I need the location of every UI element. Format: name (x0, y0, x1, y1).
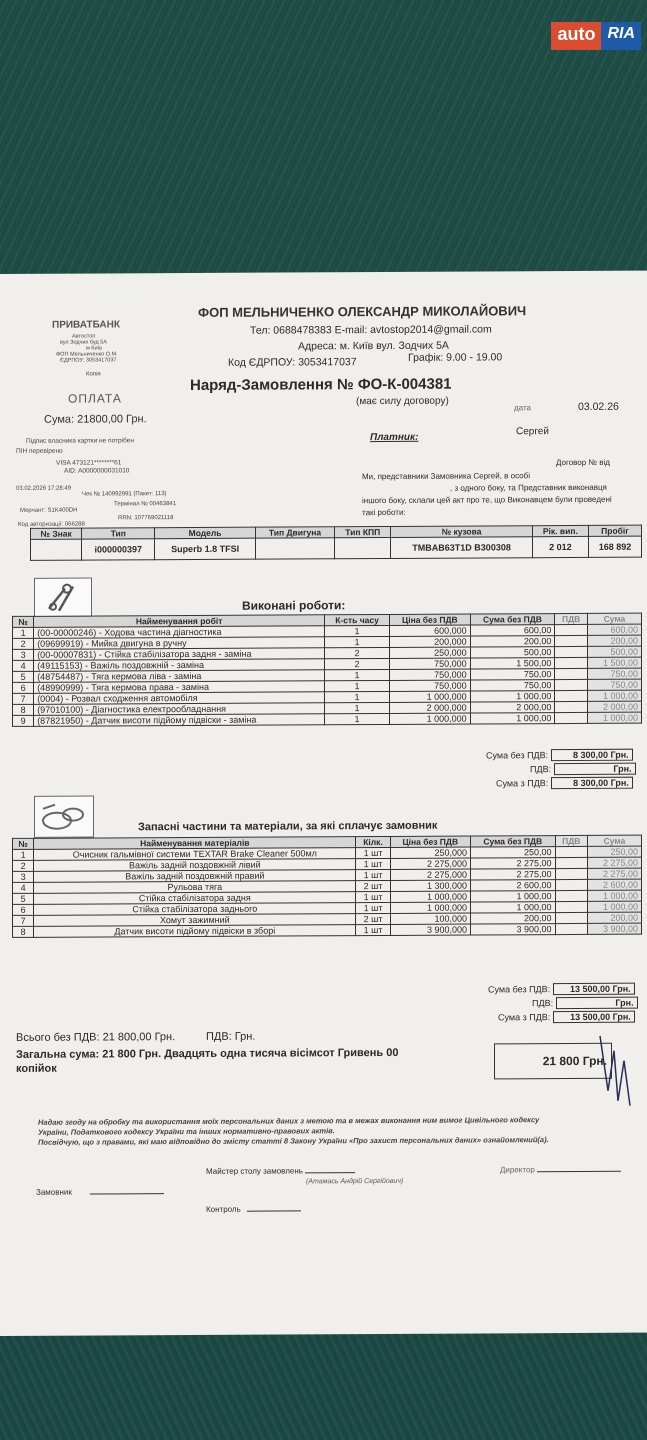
consent-text: Надаю згоду на обробку та використання моїх персональних даних з метою та в межах виконання ним вимог Цивільного кодексу (38, 1115, 540, 1127)
works-cell: 750,000 (390, 658, 471, 669)
parts-total-row (498, 1011, 635, 1024)
consent-text: Посвідчую, що з правами, які маю відповідно до змісту статті 8 Закону України «Про захист персональних даних» ознайомлений(а). (38, 1135, 549, 1147)
parts-vat-row (532, 997, 638, 1010)
master-name: (Атамась Андрій Сергійович) (306, 1177, 404, 1186)
works-cell: 1 500,00 (587, 657, 641, 668)
works-cell: 500,00 (470, 647, 555, 658)
vehicle-header-cell: Тип Двигуна (255, 527, 334, 538)
works-cell (555, 679, 588, 690)
company-address: Адреса: м. Київ вул. Зодчих 5А (298, 339, 449, 353)
works-cell: 600,00 (587, 624, 641, 635)
order-subtitle: (має силу договору) (356, 395, 449, 408)
works-header-cell: Ціна без ПДВ (390, 614, 471, 625)
parts-cell: Стійка стабілізатора заднього (34, 903, 356, 916)
parts-cell: 2 275,00 (588, 857, 642, 868)
works-cell: 200,00 (470, 636, 555, 647)
works-cell: 1 000,000 (390, 691, 471, 702)
works-cell: 2 (13, 638, 34, 649)
parts-cell: 1 000,00 (588, 901, 642, 912)
logo-ria-text: RIA (601, 22, 641, 50)
parts-cell: 2 600,00 (588, 879, 642, 890)
order-title: Наряд-Замовлення № ФО-К-004381 (190, 375, 452, 395)
parts-icon (34, 796, 94, 838)
parts-cell: 1 (13, 849, 34, 860)
master-label: Майстер столу замовлень (206, 1166, 303, 1176)
parts-cell: 2 (13, 860, 34, 871)
works-cell: 2 (325, 647, 390, 658)
parts-cell: 1 шт (356, 847, 390, 858)
vehicle-cell: 168 892 (588, 536, 641, 557)
works-cell (555, 668, 588, 679)
receipt-bank: ПРИВАТБАНК (52, 319, 120, 331)
vehicle-cell: Superb 1.8 TFSI (155, 538, 255, 560)
parts-cell: 2 600,00 (470, 880, 555, 891)
parts-cell: 3 900,00 (470, 924, 555, 935)
works-sum-value: 8 300,00 Грн. (551, 749, 633, 761)
works-cell: 1 000,00 (587, 690, 641, 701)
fabric-background-bottom (0, 1320, 647, 1440)
parts-header-cell: Сума без ПДВ (470, 836, 555, 847)
parts-cell (555, 901, 587, 912)
parts-cell (555, 923, 587, 934)
works-cell: 750,00 (470, 680, 555, 691)
works-cell: 7 (13, 693, 34, 704)
works-cell: 1 (325, 691, 390, 702)
works-cell: 1 (325, 669, 390, 680)
order-document (0, 271, 647, 1336)
works-header-cell: Сума без ПДВ (470, 614, 555, 625)
grand-total-box: 21 800 Грн. (494, 1043, 612, 1080)
works-cell: (09699919) - Мийка двигуна в ручну (34, 637, 325, 650)
vehicle-table (30, 525, 642, 561)
receipt-note: Підпис власника картки не потрібен (26, 437, 134, 445)
date-label: дата (514, 403, 531, 413)
receipt-line: Автостоп (72, 333, 96, 340)
parts-cell (555, 879, 587, 890)
parts-cell: Хомут зажимний (34, 914, 356, 927)
receipt-card: VISA 473121********61 (56, 459, 122, 467)
parts-cell: 2 275,000 (390, 858, 470, 869)
parts-cell: 1 шт (356, 858, 390, 869)
works-cell (555, 635, 588, 646)
vehicle-cell (255, 538, 334, 559)
works-cell: 1 000,00 (587, 712, 641, 723)
works-cell: 3 (13, 649, 34, 660)
works-cell: 1 (325, 702, 390, 713)
works-cell: 750,00 (587, 668, 641, 679)
receipt-amount: Сума: 21800,00 Грн. (44, 413, 147, 426)
parts-sum-value: 13 500,00 Грн. (553, 983, 635, 995)
works-cell: 750,00 (470, 669, 555, 680)
vehicle-header-cell: Тип КПП (335, 526, 391, 537)
parts-cell: 1 шт (356, 902, 390, 913)
fabric-background (0, 0, 647, 290)
parts-title: Запасні частини та матеріали, за які сплачує замовник (138, 819, 438, 834)
works-cell: (00-00007831) - Стійка стабілізатора задня - заміна (34, 648, 325, 661)
vehicle-header-cell: Рік. вип. (532, 525, 588, 536)
parts-cell: 100,000 (390, 913, 470, 924)
works-header-cell: № (13, 616, 34, 627)
parts-cell: 250,000 (390, 847, 470, 858)
parts-cell: 5 (13, 893, 34, 904)
payer-name: Сергей (516, 426, 549, 438)
parts-header-cell: Найменування матеріалів (34, 837, 356, 850)
parts-vat-label: ПДВ: (532, 998, 554, 1009)
works-cell: 1 000,00 (470, 691, 555, 702)
parts-cell: 250,00 (588, 846, 642, 857)
works-cell (555, 624, 588, 635)
receipt-copy: Копія (86, 371, 101, 378)
works-cell: 1 000,000 (390, 713, 471, 724)
order-date: 03.02.26 (578, 400, 619, 413)
works-cell: 1 (325, 625, 390, 636)
parts-cell: 3 (13, 871, 34, 882)
vehicle-cell (335, 537, 391, 558)
parts-cell: 200,00 (588, 912, 642, 923)
control-label: Контроль (206, 1204, 241, 1214)
parts-cell: 1 000,00 (470, 891, 555, 902)
works-cell: 250,000 (390, 647, 471, 658)
parts-cell: 250,00 (470, 847, 555, 858)
works-cell: (00-00000246) - Ходова частина діагностика (34, 626, 325, 639)
parts-cell (555, 912, 587, 923)
works-cell: 750,00 (587, 679, 641, 690)
works-cell: 1 500,00 (470, 658, 555, 669)
vehicle-cell: 2 012 (532, 536, 588, 557)
receipt-line: вул Зодчих буд 5А (60, 339, 107, 346)
works-cell: 2 000,00 (470, 702, 555, 713)
works-cell: 8 (13, 704, 34, 715)
vehicle-cell: i000000397 (82, 539, 155, 560)
works-total-row (496, 777, 633, 790)
works-vat-label: ПДВ: (530, 764, 552, 775)
works-total-value: 8 300,00 Грн. (551, 777, 633, 789)
works-cell: 200,000 (390, 636, 471, 647)
pos-receipt (6, 281, 192, 532)
company-edrpou: Код ЄДРПОУ: 3053417037 (228, 356, 357, 369)
parts-row (13, 923, 642, 937)
vehicle-cell (31, 539, 82, 560)
works-cell: (87821950) - Датчик висоти підйому підвіски - заміна (34, 714, 325, 727)
works-sum-label: Сума без ПДВ: (486, 750, 549, 761)
works-header-cell: Сума (587, 613, 641, 624)
vehicle-header-cell: Тип (82, 528, 155, 539)
total-vat: ПДВ: Грн. (206, 1030, 256, 1043)
receipt-auth: Код авторизації: 066288 (18, 521, 85, 528)
parts-cell: 2 275,000 (390, 869, 470, 880)
works-cell: 500,00 (587, 646, 641, 657)
parts-cell (555, 868, 587, 879)
director-signature-line (537, 1171, 621, 1172)
order-paragraph: Ми, представники Замовника Сергей, в особі (362, 471, 530, 482)
works-cell (555, 701, 588, 712)
wrench-icon (34, 578, 92, 618)
parts-cell: 1 шт (356, 924, 390, 935)
works-cell: 2 (325, 658, 390, 669)
customer-label: Замовник (36, 1187, 72, 1197)
parts-cell: 1 шт (356, 891, 390, 902)
works-cell: (48990999) - Тяга кермова права - заміна (34, 681, 325, 694)
works-cell: 5 (13, 671, 34, 682)
company-contacts: Тел: 0688478383 E-mail: avtostop2014@gmail.com (250, 323, 492, 337)
receipt-rrn: RRN: 107769021118 (118, 515, 174, 522)
grand-total-line: Загальна сума: 21 800 Грн. Двадцять одна тисяча вісімсот Гривень 00 (16, 1046, 399, 1061)
director-label: Директор (500, 1165, 535, 1175)
receipt-datetime: 03.02.2026 17:28:49 (16, 485, 72, 492)
parts-sum-label: Сума без ПДВ: (488, 984, 551, 995)
works-vat-value: Грн. (554, 763, 636, 775)
director-signature (500, 1165, 621, 1175)
works-cell: (49115153) - Важіль поздовжній - заміна (34, 659, 325, 672)
parts-header-cell: Ціна без ПДВ (390, 836, 470, 847)
receipt-line: м Київ (86, 345, 103, 352)
vehicle-cell: TMBAB63T1D B300308 (391, 537, 532, 559)
works-cell: 600,000 (390, 625, 471, 636)
receipt-title: ОПЛАТА (68, 391, 122, 406)
parts-cell (555, 857, 587, 868)
parts-vat-value: Грн. (556, 997, 638, 1009)
parts-cell: 8 (13, 926, 34, 937)
works-cell: (97010100) - Діагностика електрообладнання (34, 703, 325, 716)
consent-text: України, Податкового кодексу України та інших нормативно-правових актів. (38, 1126, 335, 1137)
works-cell: 750,000 (390, 669, 471, 680)
logo-auto-text: auto (551, 22, 601, 50)
works-vat-row (530, 763, 636, 776)
parts-total-label: Сума з ПДВ: (498, 1012, 551, 1023)
works-cell (555, 690, 588, 701)
receipt-check: Чек № 140992991 (Пакет: 113) (82, 491, 167, 498)
works-header-cell: Найменування робіт (34, 615, 325, 628)
works-total-label: Сума з ПДВ: (496, 778, 549, 789)
company-schedule: Графік: 9.00 - 19.00 (408, 351, 503, 364)
receipt-line: ЄДРПОУ: 3053417037 (60, 357, 117, 364)
works-cell (555, 657, 588, 668)
works-cell: 1 (325, 636, 390, 647)
vehicle-header-cell: № Знак (31, 528, 82, 539)
parts-cell: 1 000,000 (390, 891, 470, 902)
control-signature (206, 1204, 301, 1213)
receipt-aid: AID: A0000000031010 (64, 467, 130, 475)
order-paragraph-end: такі роботи: (362, 507, 406, 518)
order-paragraph: іншого боку, склали цей акт про те, що Виконавцем були проведені (362, 494, 612, 506)
parts-cell: Важіль задній поздовжній лівий (34, 859, 356, 872)
master-signature (206, 1166, 355, 1176)
parts-subtotal-row (488, 983, 635, 996)
parts-cell: Рульова тяга (34, 881, 356, 894)
parts-cell (555, 890, 587, 901)
works-cell: 9 (13, 715, 34, 726)
works-cell: 4 (13, 660, 34, 671)
parts-cell: 2 275,00 (470, 869, 555, 880)
parts-cell: 1 000,00 (588, 890, 642, 901)
parts-cell: Датчик висоти підйому підвіски в зборі (34, 925, 356, 938)
order-paragraph: , з одного боку, та Представник виконавця (450, 482, 607, 493)
parts-cell: 2 шт (356, 913, 390, 924)
customer-signature (36, 1187, 164, 1197)
receipt-line: ФОП Мельниченко О.М. (56, 351, 118, 358)
vehicle-header-cell: № кузова (391, 526, 532, 538)
parts-cell: Важіль задній поздовжній правий (34, 870, 356, 883)
works-table (12, 613, 642, 727)
signature-scribble (590, 1031, 640, 1111)
parts-cell: 1 000,00 (470, 902, 555, 913)
receipt-note: ПІН перевірено (16, 447, 63, 455)
parts-header-cell: № (13, 838, 34, 849)
works-header-cell: ПДВ (555, 613, 588, 624)
works-header-cell: К-сть часу (325, 614, 390, 625)
parts-cell: 1 шт (356, 869, 390, 880)
autoria-logo (551, 22, 641, 50)
vehicle-header-cell: Пробіг (588, 525, 641, 536)
parts-cell: 6 (13, 904, 34, 915)
parts-cell: 2 275,00 (588, 868, 642, 879)
works-cell: (0004) - Розвал сходження автомобіля (34, 692, 325, 705)
works-cell (555, 646, 588, 657)
master-signature-line (305, 1172, 355, 1173)
works-subtotal-row (486, 749, 633, 762)
parts-table (12, 835, 642, 938)
parts-cell: Очисник гальмівної системи TEXTAR Brake Cleaner 500мл (34, 848, 356, 861)
parts-cell: 3 900,000 (390, 924, 470, 935)
control-signature-line (247, 1210, 301, 1211)
parts-cell: 2 275,00 (470, 858, 555, 869)
parts-total-value: 13 500,00 Грн. (553, 1011, 635, 1023)
parts-header-cell: Сума (588, 835, 642, 846)
parts-cell: 1 000,000 (390, 902, 470, 913)
works-cell: 1 (325, 680, 390, 691)
total-no-vat: Всього без ПДВ: 21 800,00 Грн. (16, 1031, 176, 1044)
works-cell: 200,00 (587, 635, 641, 646)
parts-cell: 2 шт (356, 880, 390, 891)
parts-cell: 7 (13, 915, 34, 926)
works-cell: 1 (325, 713, 390, 724)
receipt-terminal: Термінал № 00463841 (114, 501, 177, 508)
works-cell: 2 000,00 (587, 701, 641, 712)
parts-header-cell: Кілк. (356, 836, 390, 847)
works-cell: 1 000,00 (470, 713, 555, 724)
parts-cell: 3 900,00 (588, 923, 642, 934)
receipt-merchant: Мерчант: S1K400DH (20, 507, 78, 514)
parts-cell: 4 (13, 882, 34, 893)
works-cell (555, 712, 588, 723)
company-name: ФОП МЕЛЬНИЧЕНКО ОЛЕКСАНДР МИКОЛАЙОВИЧ (198, 303, 527, 320)
works-cell: 1 (13, 627, 34, 638)
works-cell: 600,00 (470, 625, 555, 636)
payer-label: Платник: (370, 431, 419, 444)
vehicle-header-cell: Модель (155, 527, 255, 539)
works-cell: 2 000,000 (390, 702, 471, 713)
parts-cell: 200,00 (470, 913, 555, 924)
works-cell: 6 (13, 682, 34, 693)
works-title: Виконані роботи: (242, 598, 346, 613)
works-cell: 750,000 (390, 680, 471, 691)
parts-header-cell: ПДВ (555, 835, 587, 846)
parts-cell (555, 846, 587, 857)
parts-cell: Стійка стабілізатора задня (34, 892, 356, 905)
contract-label: Договор № від (556, 457, 610, 468)
parts-cell: 1 300,000 (390, 880, 470, 891)
grand-total-line-2: копійок (16, 1062, 57, 1075)
customer-signature-line (90, 1193, 164, 1194)
works-cell: (48754487) - Тяга кермова ліва - заміна (34, 670, 325, 683)
